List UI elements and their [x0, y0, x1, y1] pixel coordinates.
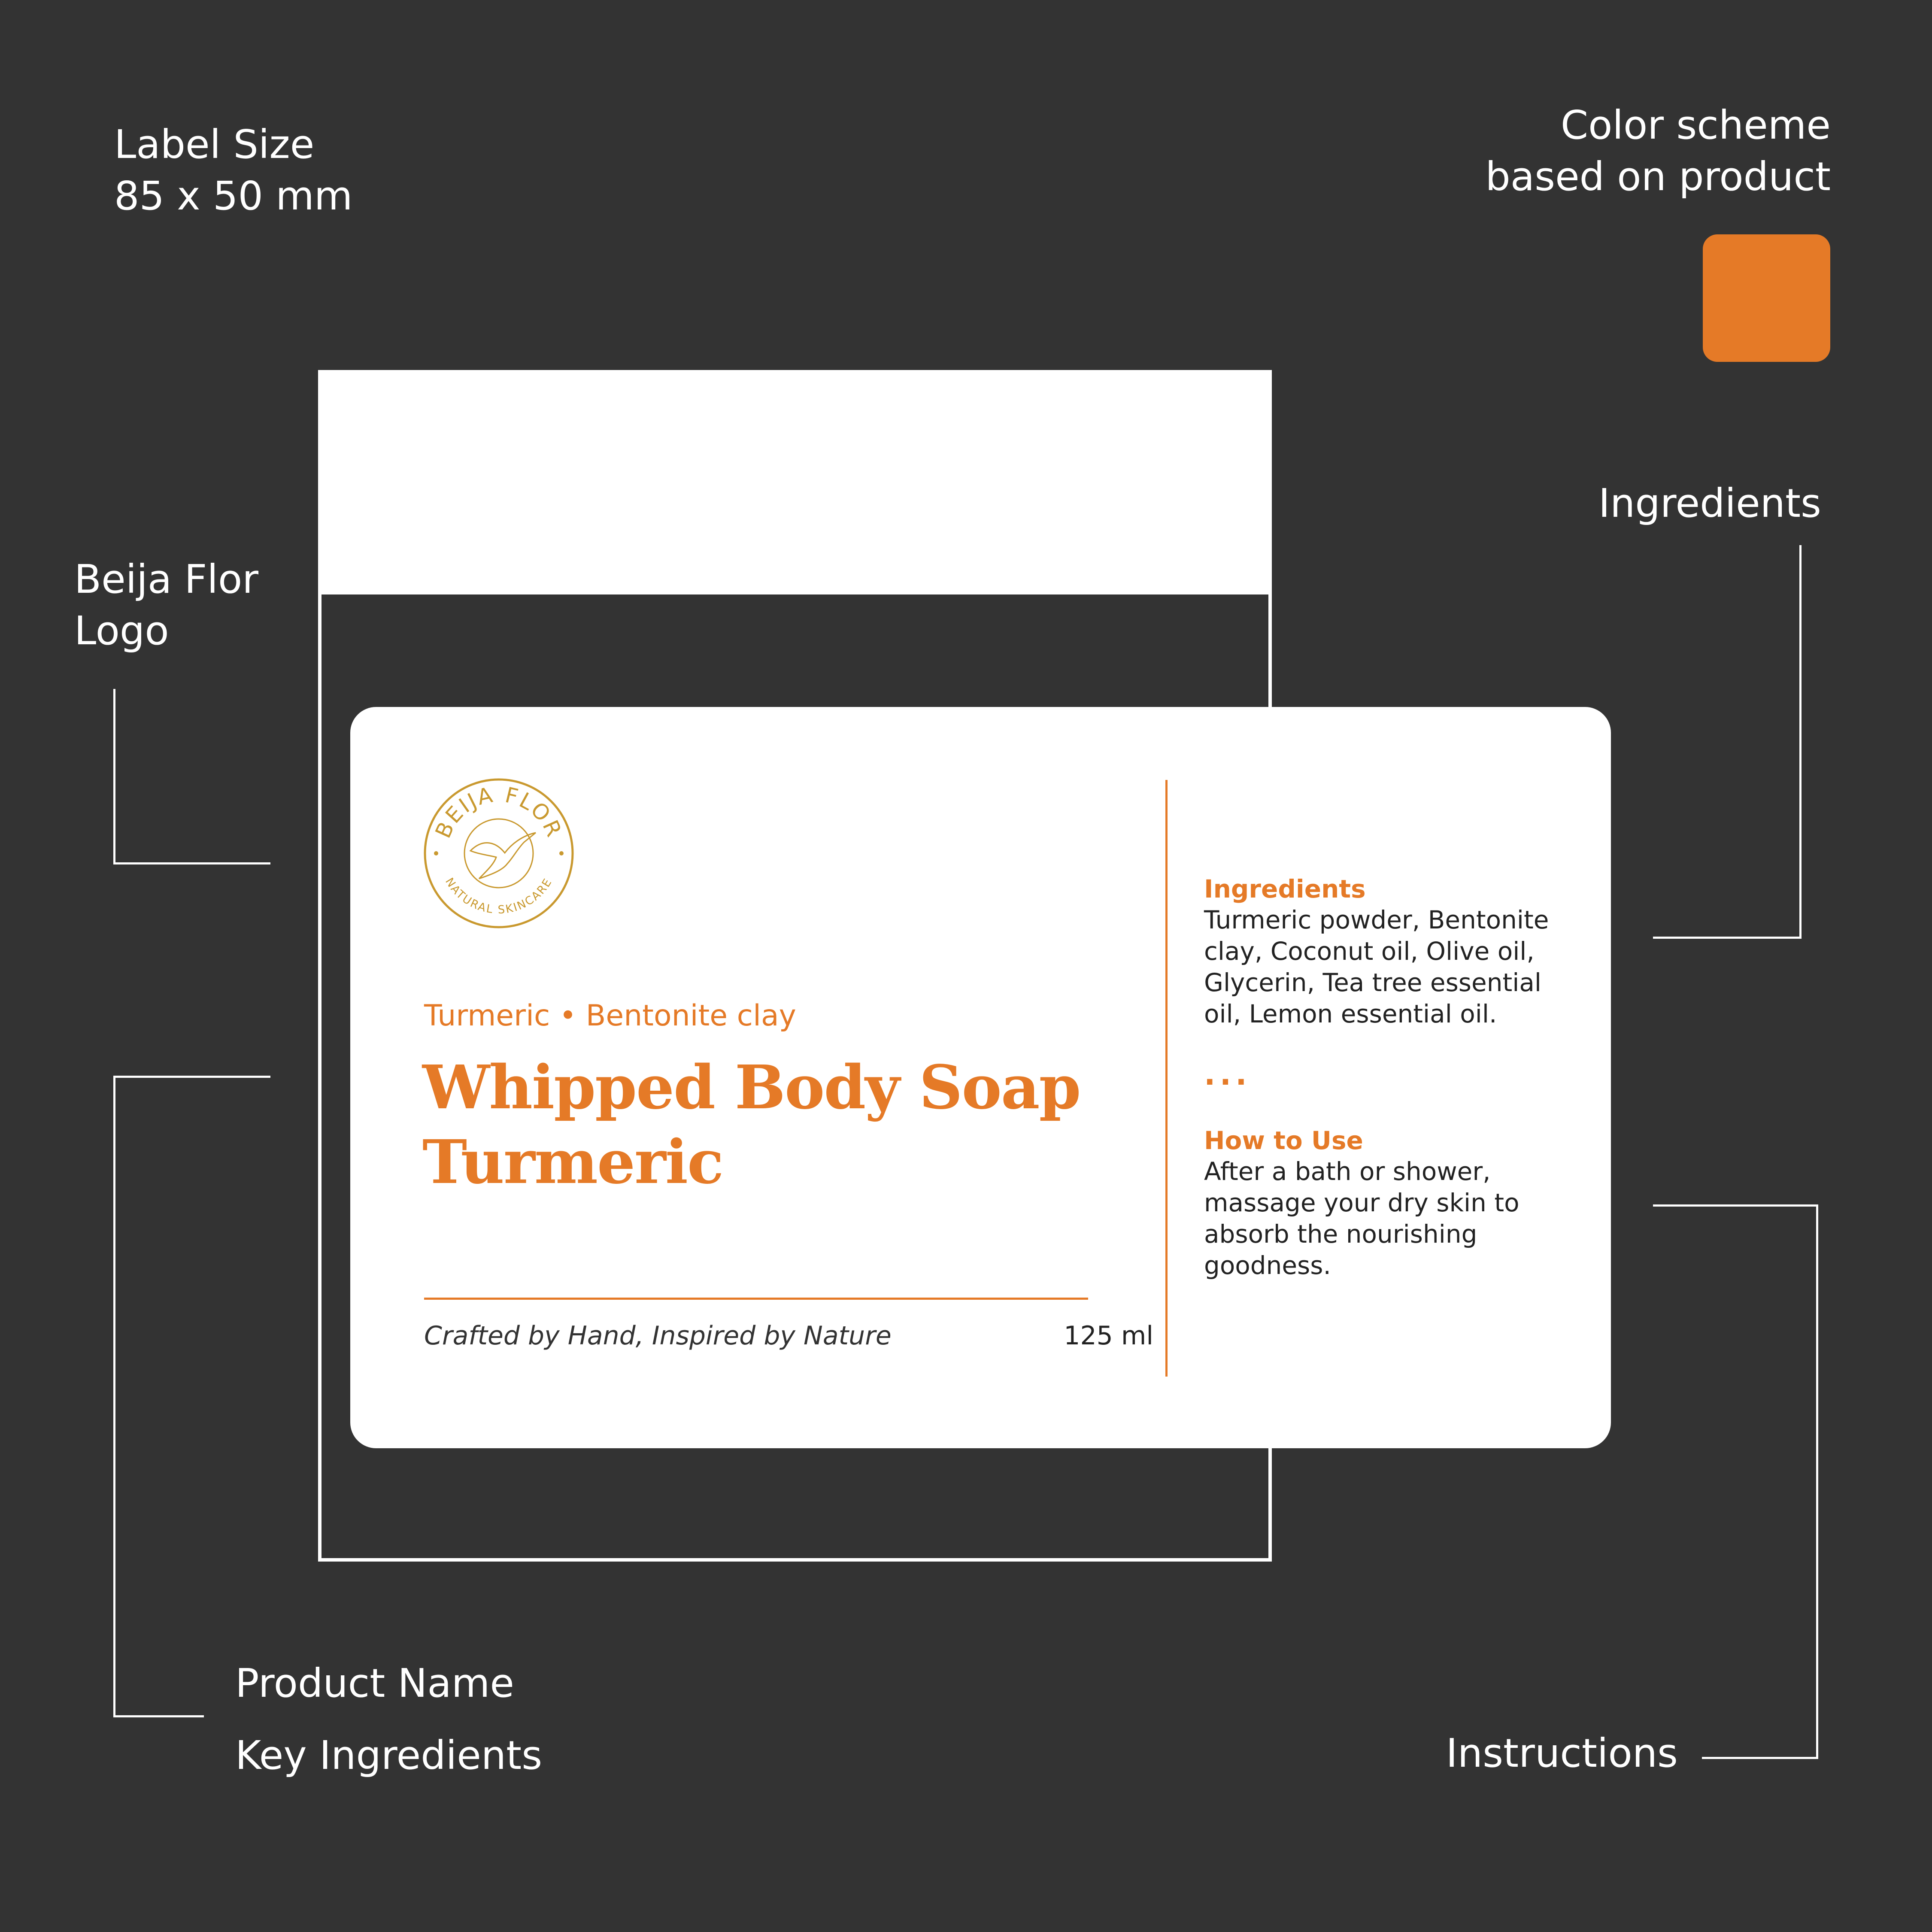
volume: 125 ml [1064, 1321, 1153, 1351]
ingredients-annotation: Ingredients [1598, 480, 1821, 526]
instructions-leader-vertical [1816, 1204, 1818, 1759]
ingredients-leader-vertical [1799, 545, 1802, 939]
label-size-annotation [114, 119, 353, 222]
logo-annotation-line-1: Beija Flor [74, 556, 259, 602]
logo-leader-horizontal [113, 862, 270, 864]
how-to-use-line: goodness. [1204, 1251, 1331, 1280]
key-ingredients-subtitle: Turmeric • Bentonite clay [424, 999, 796, 1033]
label-divider-vertical [1165, 780, 1168, 1377]
product-title-line-1: Whipped Body Soap [422, 1052, 1080, 1123]
instructions-annotation: Instructions [1446, 1730, 1678, 1776]
color-swatch [1703, 234, 1830, 362]
product-leader-vertical [113, 1076, 115, 1717]
product-leader-top [113, 1076, 270, 1078]
how-to-use-section [1204, 1125, 1582, 1281]
hummingbird-icon [470, 833, 536, 879]
product-title [422, 1050, 1080, 1200]
product-label [350, 707, 1611, 1448]
section-separator-dots: ... [1204, 1057, 1251, 1092]
product-title-line-2: Turmeric [422, 1127, 723, 1198]
how-to-use-line: massage your dry skin to [1204, 1188, 1520, 1217]
logo-text-top: BEIJA FLOR [430, 782, 567, 842]
instructions-leader-top [1653, 1204, 1818, 1207]
ingredients-leader-horizontal [1653, 937, 1802, 939]
ingredients-line: Glycerin, Tea tree essential [1204, 968, 1541, 997]
how-to-use-line: absorb the nourishing [1204, 1219, 1477, 1249]
product-name-annotation: Product Name [235, 1660, 514, 1706]
ingredients-heading: Ingredients [1204, 874, 1366, 904]
how-to-use-line: After a bath or shower, [1204, 1157, 1491, 1186]
product-leader-bottom [113, 1715, 204, 1717]
color-scheme-annotation [1485, 100, 1831, 203]
logo-annotation [74, 554, 258, 657]
beija-flor-logo [423, 778, 574, 929]
color-scheme-line-2: based on product [1485, 154, 1831, 200]
svg-text:NATURAL SKINCARE [443, 876, 555, 916]
ingredients-line: Turmeric powder, Bentonite [1204, 905, 1549, 934]
ingredients-section [1204, 873, 1582, 1030]
jar-lid [318, 370, 1272, 594]
svg-text:BEIJA FLOR [431, 782, 567, 842]
logo-leader-vertical [113, 689, 115, 864]
how-to-use-heading: How to Use [1204, 1126, 1363, 1155]
instructions-leader-bottom [1702, 1757, 1818, 1759]
logo-text-bottom: NATURAL SKINCARE [443, 875, 555, 917]
color-scheme-line-1: Color scheme [1560, 102, 1831, 148]
label-size-value: 85 x 50 mm [114, 173, 353, 219]
logo-annotation-line-2: Logo [74, 608, 169, 654]
key-ingredients-annotation: Key Ingredients [235, 1732, 543, 1778]
label-size-heading: Label Size [114, 121, 315, 167]
tagline: Crafted by Hand, Inspired by Nature [424, 1321, 892, 1351]
ingredients-line: oil, Lemon essential oil. [1204, 999, 1497, 1028]
ingredients-line: clay, Coconut oil, Olive oil, [1204, 937, 1535, 966]
label-divider-horizontal [424, 1298, 1088, 1300]
